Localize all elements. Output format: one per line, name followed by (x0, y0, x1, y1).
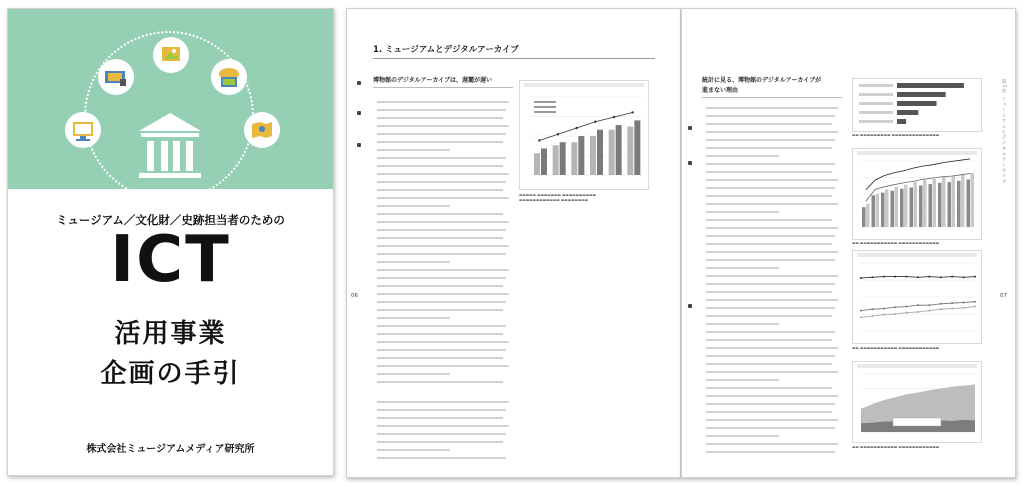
text-line (377, 401, 509, 403)
text-line (377, 261, 450, 263)
bar (914, 182, 918, 227)
data-point (940, 308, 942, 310)
text-line (377, 417, 503, 419)
map-icon (244, 112, 280, 148)
text-line (377, 277, 506, 279)
data-point (974, 306, 976, 308)
bar (942, 177, 946, 227)
text-line (377, 173, 509, 175)
text-line (377, 197, 509, 199)
text-line (706, 387, 832, 389)
cover-subtitle: ミュージアム／文化財／史跡担当者のための (56, 213, 285, 227)
text-line (706, 451, 835, 453)
text-line (377, 101, 509, 103)
bar (910, 187, 914, 227)
data-point (594, 121, 596, 123)
text-line (706, 259, 835, 261)
bar (862, 207, 866, 227)
text-line (377, 149, 450, 151)
bullet-marker (357, 111, 361, 115)
bar (897, 119, 906, 124)
legend-entry (534, 106, 556, 108)
chart-3 (852, 148, 982, 240)
text-line (377, 293, 509, 295)
category-label (859, 84, 893, 87)
data-point (917, 276, 919, 278)
text-line (377, 317, 450, 319)
cover-title-line3: 企画の手引 (100, 359, 241, 389)
bar (885, 189, 889, 227)
text-line (377, 157, 506, 159)
bar (627, 127, 633, 175)
chart-5 (852, 361, 982, 443)
chart-2-plot (853, 79, 981, 131)
bar (929, 184, 933, 227)
data-point (963, 276, 965, 278)
data-point (613, 116, 615, 118)
text-line (377, 441, 503, 443)
legend-entry (534, 111, 556, 113)
data-point (894, 276, 896, 278)
text-line (706, 267, 779, 269)
legend-entry (534, 101, 556, 103)
text-line (706, 419, 838, 421)
text-line (377, 221, 509, 223)
text-line (706, 395, 838, 397)
museum-building-icon (135, 111, 205, 183)
subheading-rule (702, 97, 842, 98)
text-line (377, 133, 506, 135)
text-line (377, 117, 503, 119)
photo-icon (98, 59, 134, 95)
data-point (860, 277, 862, 279)
bar (967, 179, 971, 227)
data-point (631, 111, 633, 113)
page-number-right: 07 (1000, 293, 1007, 299)
data-point (940, 276, 942, 278)
text-line (706, 379, 779, 381)
text-line (706, 155, 779, 157)
data-point (575, 127, 577, 129)
bar (571, 142, 577, 175)
bar (597, 130, 603, 175)
text-line (706, 347, 838, 349)
category-label (859, 111, 893, 114)
text-line (706, 331, 835, 333)
data-point (974, 301, 976, 303)
text-line (706, 291, 832, 293)
data-point (557, 133, 559, 135)
text-line (706, 427, 835, 429)
chart-1-plot (520, 81, 648, 189)
text-line (706, 203, 838, 205)
legend (893, 418, 941, 426)
bar (866, 204, 870, 227)
bullet-marker (688, 161, 692, 165)
subheading: 博物館のデジタルアーカイブは、遅麗が遅い (373, 77, 492, 84)
text-line (377, 425, 509, 427)
chart-title-bar (857, 253, 977, 257)
text-line (706, 435, 779, 437)
data-point (928, 310, 930, 312)
data-point (974, 276, 976, 278)
text-line (377, 189, 503, 191)
text-line (377, 365, 509, 367)
data-point (883, 314, 885, 316)
bullet-marker (357, 81, 361, 85)
text-line (377, 245, 509, 247)
bar (961, 174, 965, 227)
chart-title-bar (857, 364, 977, 368)
chart-2-caption: ▬▬ ▬▬▬▬▬▬▬▬▬ ▬▬▬▬▬▬▬▬▬▬▬▬▬▬ (852, 133, 940, 137)
category-label (859, 102, 893, 105)
text-line (706, 315, 832, 317)
text-line (706, 163, 835, 165)
bar (897, 92, 946, 97)
series-line (861, 302, 975, 311)
data-point (860, 310, 862, 312)
monitor-icon (65, 112, 101, 148)
text-line (377, 309, 503, 311)
text-line (706, 139, 835, 141)
category-label (859, 120, 893, 123)
chart-5-caption: ▬▬ ▬▬▬▬▬▬▬▬▬▬▬ ▬▬▬▬▬▬▬▬▬▬▬▬ (852, 445, 940, 449)
data-point (963, 307, 965, 309)
text-line (377, 373, 450, 375)
text-line (377, 253, 506, 255)
text-line (377, 141, 503, 143)
text-line (706, 227, 838, 229)
data-point (940, 303, 942, 305)
text-line (706, 251, 838, 253)
chart-4 (852, 250, 982, 344)
bar (897, 101, 937, 106)
chart-title-bar (857, 151, 977, 155)
chapter-side-label: 第1章 ミュージアムとデジタルアーカイブ (1001, 79, 1006, 185)
text-line (706, 211, 779, 213)
cover-title-line2: 活用事業 (114, 319, 227, 349)
text-line (706, 219, 832, 221)
bar (609, 130, 615, 175)
bar (590, 136, 596, 175)
text-line (377, 325, 506, 327)
bar (876, 194, 880, 227)
bar (919, 185, 923, 227)
data-point (906, 276, 908, 278)
bar (897, 83, 964, 88)
chart-3-caption: ▬▬ ▬▬▬▬▬▬▬▬▬▬▬ ▬▬▬▬▬▬▬▬▬▬▬▬ (852, 241, 940, 245)
text-line (706, 235, 835, 237)
text-line (706, 195, 832, 197)
data-point (951, 276, 953, 278)
data-point (883, 308, 885, 310)
data-point (860, 316, 862, 318)
text-line (377, 285, 503, 287)
cover-green-band (8, 9, 333, 189)
chart-5-plot (853, 362, 981, 442)
cover-publisher: 株式会社ミュージアムメディア研究所 (86, 444, 255, 455)
text-line (706, 339, 832, 341)
text-line (706, 403, 835, 405)
bar (904, 185, 908, 227)
subheading-line1: 統計に見る、博物館のデジタルアーカイブが (702, 77, 821, 84)
inner-page-right (681, 8, 1016, 478)
subheading-line2: 進まない理由 (702, 87, 739, 94)
bullet-marker (688, 304, 692, 308)
data-point (871, 315, 873, 317)
bar (895, 187, 899, 227)
text-line (377, 333, 503, 335)
text-line (706, 363, 832, 365)
data-point (928, 304, 930, 306)
text-line (377, 269, 509, 271)
text-line (706, 275, 838, 277)
data-point (883, 276, 885, 278)
text-line (377, 213, 503, 215)
text-line (706, 243, 832, 245)
text-line (377, 125, 509, 127)
text-line (706, 283, 835, 285)
text-line (706, 355, 835, 357)
section-heading: 1. ミュージアムとデジタルアーカイブ (373, 45, 519, 55)
text-line (377, 449, 450, 451)
text-line (706, 115, 835, 117)
text-line (706, 323, 779, 325)
text-line (706, 123, 832, 125)
text-line (706, 187, 835, 189)
chart-2 (852, 78, 982, 132)
bar (938, 183, 942, 227)
cloud-computer-icon (211, 59, 247, 95)
text-line (377, 357, 503, 359)
text-line (377, 301, 506, 303)
data-point (906, 312, 908, 314)
data-point (917, 304, 919, 306)
chart-3-plot (853, 149, 981, 239)
text-line (706, 107, 838, 109)
bar (948, 182, 952, 227)
chart-1 (519, 80, 649, 190)
bar (534, 153, 540, 175)
bar (541, 148, 547, 175)
text-line (377, 205, 450, 207)
chart-4-plot (853, 251, 981, 343)
text-line (377, 341, 509, 343)
data-point (928, 276, 930, 278)
bullet-marker (357, 143, 361, 147)
text-line (377, 433, 506, 435)
text-line (706, 299, 838, 301)
text-line (377, 381, 503, 383)
bar (634, 120, 640, 175)
bar (957, 181, 961, 227)
inner-page-left (346, 8, 681, 478)
data-point (894, 313, 896, 315)
text-line (377, 457, 506, 459)
bar (933, 179, 937, 227)
data-point (871, 308, 873, 310)
text-line (377, 109, 506, 111)
data-point (951, 308, 953, 310)
data-point (951, 302, 953, 304)
bullet-marker (688, 126, 692, 130)
text-line (377, 229, 506, 231)
bar (971, 173, 975, 227)
bar (553, 145, 559, 175)
category-label (859, 93, 893, 96)
gallery-image-icon (153, 37, 189, 73)
brochure-cover (7, 8, 334, 476)
chart-title-bar (524, 83, 644, 87)
text-line (706, 443, 838, 445)
bar (897, 110, 918, 115)
text-line (706, 371, 838, 373)
data-point (894, 306, 896, 308)
bar (891, 191, 895, 227)
bar (952, 176, 956, 227)
text-line (377, 181, 506, 183)
cover-title-ict: ICT (110, 223, 231, 297)
data-point (906, 306, 908, 308)
bar (923, 180, 927, 227)
data-point (538, 139, 540, 141)
page-number-left: 06 (351, 293, 358, 299)
text-line (706, 147, 832, 149)
bar (900, 189, 904, 227)
chart-1-caption: ▬▬▬▬▬ ▬▬▬▬▬▬▬ ▬▬▬▬▬▬▬▬▬▬ ▬▬▬▬▬▬▬▬▬▬▬▬ ▬▬▬▬▬▬▬▬ (519, 193, 596, 202)
heading-rule (373, 58, 655, 59)
text-line (377, 237, 503, 239)
bar (616, 125, 622, 175)
text-line (706, 171, 832, 173)
bar (881, 193, 885, 227)
text-line (706, 411, 832, 413)
text-line (377, 349, 506, 351)
text-line (377, 165, 503, 167)
text-line (706, 307, 835, 309)
bar (872, 195, 876, 227)
data-point (871, 276, 873, 278)
text-line (377, 409, 506, 411)
text-line (706, 179, 838, 181)
data-point (963, 301, 965, 303)
data-point (917, 311, 919, 313)
subheading-rule (373, 87, 513, 88)
bar (578, 136, 584, 175)
bar (560, 142, 566, 175)
chart-4-caption: ▬▬ ▬▬▬▬▬▬▬▬▬▬▬ ▬▬▬▬▬▬▬▬▬▬▬▬ (852, 346, 940, 350)
text-line (706, 131, 838, 133)
